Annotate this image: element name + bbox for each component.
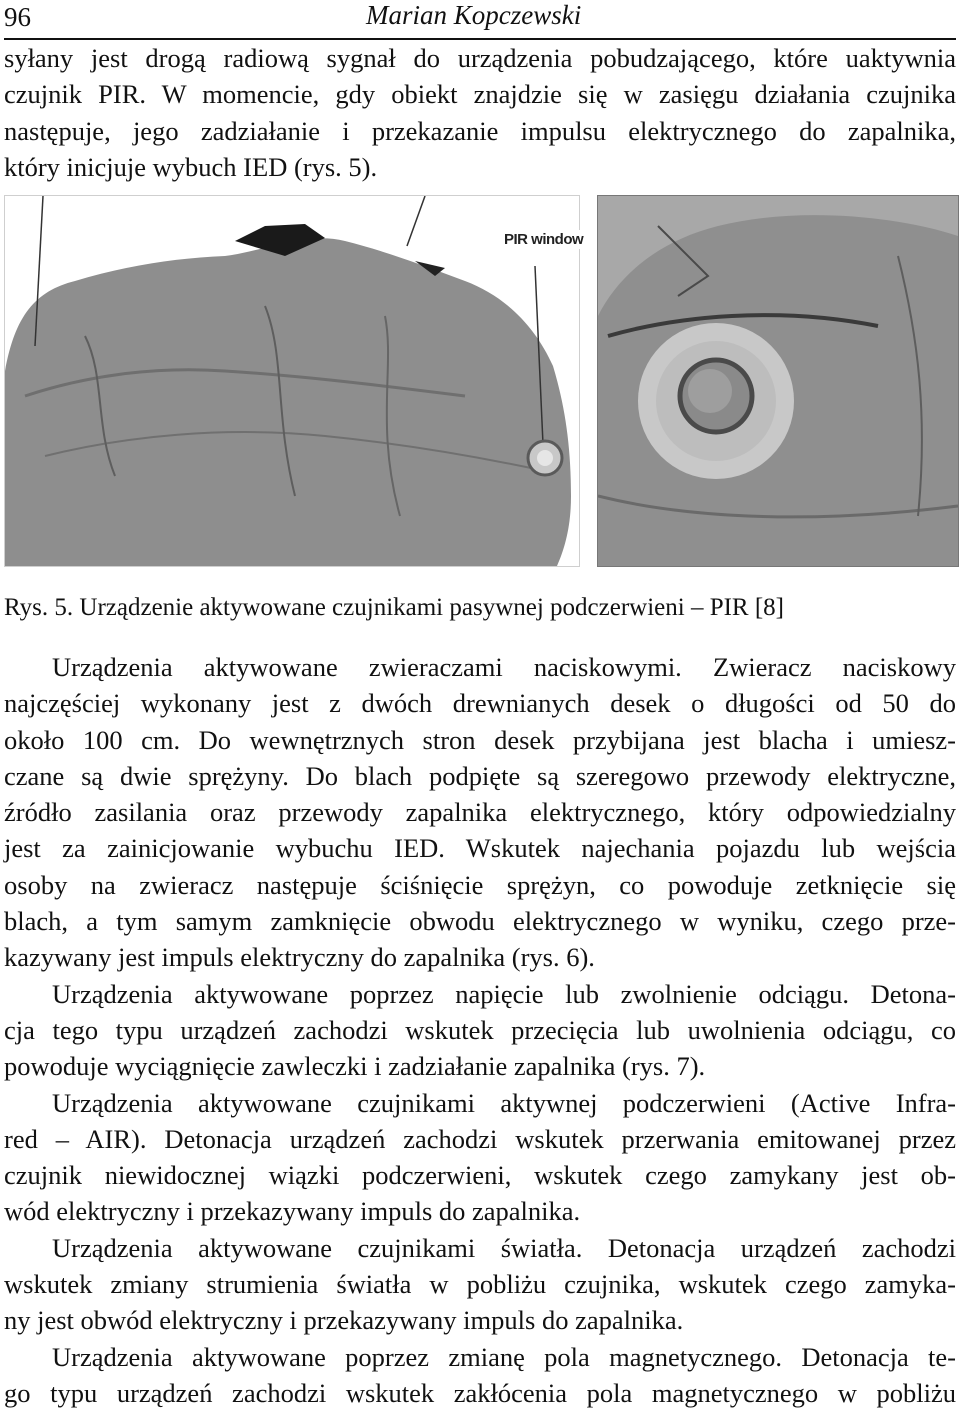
text-line: kazywany jest impuls elektryczny do zapalnika (rys. 6). bbox=[4, 942, 595, 973]
text-line: cja tego typu urządzeń zachodzi wskutek przecięcia lub uwolnienia odciągu, co bbox=[4, 1014, 956, 1045]
text-line: około 100 cm. Do wewnętrznych stron desek przybijana jest blacha i umiesz- bbox=[4, 724, 956, 755]
page-number: 96 bbox=[4, 2, 31, 32]
text-line: wskutek zmiany strumienia światła w pobliżu czujnika, wskutek czego zamyka- bbox=[4, 1269, 956, 1300]
text-line: syłany jest drogą radiową sygnał do urządzenia pobudzającego, które uaktywnia bbox=[4, 43, 956, 73]
intro-paragraph bbox=[4, 40, 956, 185]
text-line: red – AIR). Detonacja urządzeń zachodzi wskutek przerwania emitowanej przez bbox=[4, 1123, 956, 1154]
text-line: następuje, jego zadziałanie i przekazanie impulsu elektrycznego do zapalnika, bbox=[4, 115, 956, 146]
figure-caption: Rys. 5. Urządzenie aktywowane czujnikami pasywnej podczerwieni – PIR [8] bbox=[4, 594, 785, 621]
text-line: powoduje wyciągnięcie zawleczki i zadziałanie zapalnika (rys. 7). bbox=[4, 1051, 706, 1082]
text-line: jest za zainicjowanie wybuchu IED. Wskutek najechania pojazdu lub wejścia bbox=[4, 833, 956, 864]
text-line: go typu urządzeń zachodzi wskutek zakłócenia pola magnetycznego w pobliżu bbox=[4, 1377, 956, 1408]
pir-window-label: PIR window bbox=[500, 230, 587, 249]
text-line: Urządzenia aktywowane czujnikami światła. Detonacja urządzeń zachodzi bbox=[52, 1232, 956, 1263]
text-line: ny jest obwód elektryczny i przekazywany impuls do zapalnika. bbox=[4, 1305, 684, 1336]
figure-photo-device bbox=[4, 195, 580, 567]
text-line: który inicjuje wybuch IED (rys. 5). bbox=[4, 151, 378, 182]
text-line: czujnik niewidocznej wiązki podczerwieni, wskutek czego zamykany jest ob- bbox=[4, 1160, 956, 1191]
text-line: osoby na zwieracz następuje ściśnięcie sprężyn, co powoduje zetknięcie się bbox=[4, 869, 956, 900]
body-text bbox=[4, 649, 956, 1411]
text-line: wód elektryczny i przekazywany impuls do zapalnika. bbox=[4, 1196, 581, 1227]
text-line: źródło zasilania oraz przewody zapalnika elektrycznego, który odpowiedzialny bbox=[4, 797, 956, 828]
text-line: Urządzenia aktywowane poprzez zmianę pola magnetycznego. Detonacja te- bbox=[52, 1341, 956, 1372]
text-line: blach, a tym samym zamknięcie obwodu elektrycznego w wyniku, czego prze- bbox=[4, 906, 956, 937]
figure-photo-closeup bbox=[597, 195, 959, 567]
page-header bbox=[4, 0, 956, 40]
text-line: Urządzenia aktywowane czujnikami aktywnej podczerwieni (Active Infra- bbox=[52, 1087, 956, 1118]
text-line: Urządzenia aktywowane zwieraczami naciskowymi. Zwieracz naciskowy bbox=[52, 652, 956, 682]
text-line: czane są dwie sprężyny. Do blach podpięte są szeregowo przewody elektryczne, bbox=[4, 760, 956, 791]
running-head-author: Marian Kopczewski bbox=[366, 0, 582, 30]
text-line: Urządzenia aktywowane poprzez napięcie lub zwolnienie odciągu. Detona- bbox=[52, 978, 956, 1009]
text-line: czujnik PIR. W momencie, gdy obiekt znajdzie się w zasięgu działania czujnika bbox=[4, 79, 956, 110]
text-line: najczęściej wykonany jest z dwóch drewnianych desek o długości od 50 do bbox=[4, 688, 956, 719]
